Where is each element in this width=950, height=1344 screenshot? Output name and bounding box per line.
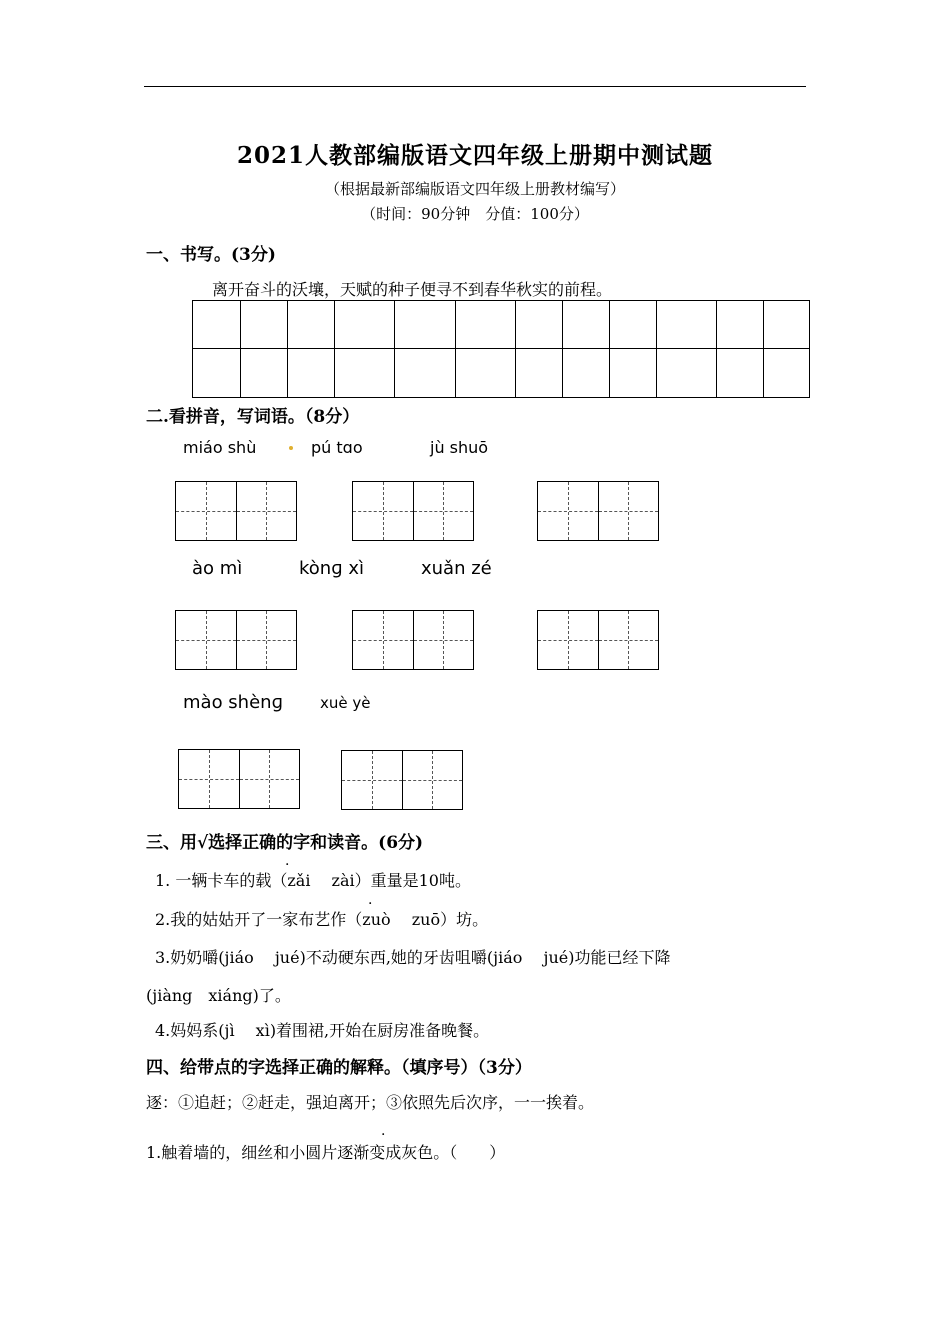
answer-box-4[interactable] xyxy=(175,610,297,670)
time-info: （时间：90分钟 分值：100分） xyxy=(361,205,589,223)
emphasis-dot: · xyxy=(285,857,290,873)
section3-heading: 三、用√选择正确的字和读音。(6分) xyxy=(146,833,424,853)
section3-item-3-cont: (jiàng xiáng)了。 xyxy=(146,986,291,1005)
pinyin-3: jù shuō xyxy=(430,438,489,457)
grid-col-divider xyxy=(394,301,395,397)
pinyin-7: mào shènɡ xyxy=(183,692,283,713)
answer-box-1[interactable] xyxy=(175,481,297,541)
grid-col-divider xyxy=(763,301,764,397)
grid-col-divider xyxy=(562,301,563,397)
pinyin-2: pú tɑo xyxy=(311,438,363,457)
answer-box-3[interactable] xyxy=(537,481,659,541)
section2-heading: 二.看拼音，写词语。（8分） xyxy=(146,407,360,427)
grid-col-divider xyxy=(287,301,288,397)
section3-item-1: 1. 一辆卡车的载（zǎi zài）重量是10吨。 xyxy=(155,871,471,890)
section4-heading: 四、给带点的字选择正确的解释。（填序号）（3分） xyxy=(146,1058,532,1078)
section1-sentence: 离开奋斗的沃壤，天赋的种子便寻不到春华秋实的前程。 xyxy=(212,280,613,299)
section3-item-4: 4.妈妈系(jì xì)着围裙,开始在厨房准备晚餐。 xyxy=(155,1021,490,1040)
pinyin-6: xuǎn zé xyxy=(421,558,492,579)
stray-dot xyxy=(289,446,293,450)
pinyin-5: kònɡ xì xyxy=(299,558,365,579)
pinyin-4: ào mì xyxy=(192,558,243,579)
emphasis-dot: · xyxy=(368,896,373,912)
answer-box-5[interactable] xyxy=(352,610,474,670)
section3-item-3: 3.奶奶嚼(jiáo jué)不动硬东西,她的牙齿咀嚼(jiáo jué)功能已经下降 xyxy=(155,948,671,967)
section1-heading: 一、书写。(3分) xyxy=(146,245,276,265)
grid-col-divider xyxy=(455,301,456,397)
answer-box-6[interactable] xyxy=(537,610,659,670)
section4-definitions: 逐：①追赶；②赶走，强迫离开；③依照先后次序，一一挨着。 xyxy=(146,1093,595,1112)
grid-col-divider xyxy=(515,301,516,397)
answer-box-2[interactable] xyxy=(352,481,474,541)
grid-col-divider xyxy=(609,301,610,397)
emphasis-dot: · xyxy=(381,1127,386,1143)
header-rule xyxy=(144,86,806,87)
page-title: 2021人教部编版语文四年级上册期中测试题 xyxy=(236,142,713,169)
grid-col-divider xyxy=(334,301,335,397)
pinyin-8: xuè yè xyxy=(320,694,371,712)
writing-grid[interactable] xyxy=(192,300,810,398)
answer-box-8[interactable] xyxy=(341,750,463,810)
subtitle: （根据最新部编版语文四年级上册教材编写） xyxy=(324,180,625,198)
section3-item-2: 2.我的姑姑开了一家布艺作（zuò zuō）坊。 xyxy=(155,910,489,929)
grid-col-divider xyxy=(240,301,241,397)
pinyin-1: miáo shù xyxy=(183,438,257,457)
grid-col-divider xyxy=(716,301,717,397)
section4-question-1: 1.触着墙的，细丝和小圆片逐渐变成灰色。（ ） xyxy=(146,1143,506,1162)
answer-box-7[interactable] xyxy=(178,749,300,809)
grid-col-divider xyxy=(656,301,657,397)
